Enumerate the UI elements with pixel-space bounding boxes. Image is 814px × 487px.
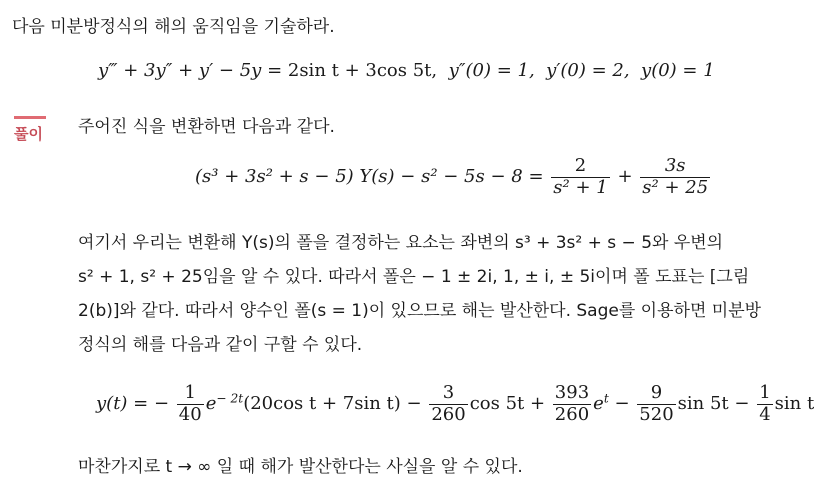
fraction-3-over-260 (429, 383, 467, 425)
exp-base: e (593, 393, 604, 415)
paragraph-line: s² + 1, s² + 25임을 알 수 있다. 따라서 폴은 − 1 ± 2i, 1, ± i, ± 5i이며 폴 도표는 [그림 (78, 267, 750, 287)
fraction-393-over-260 (553, 383, 591, 425)
paragraph-line: 여기서 우리는 변환해 Y(s)의 폴을 결정하는 요소는 좌변의 s³ + 3s² + s − 5와 우변의 (78, 233, 724, 253)
term-4: sin 5t − (677, 393, 750, 415)
fraction-denominator: s² + 25 (642, 176, 709, 198)
exp-base: e (205, 393, 217, 415)
fraction-numerator: 2 (551, 156, 609, 178)
initial-condition-2: y′(0) = 2, (546, 60, 630, 81)
fraction-3s-over-s2-plus-25 (640, 156, 710, 198)
fraction-denominator: 4 (759, 403, 771, 425)
paragraph-line: 정식의 해를 다음과 같이 구할 수 있다. (78, 335, 363, 355)
problem-statement: 다음 미분방정식의 해의 움직임을 기술하라. (12, 17, 335, 37)
fraction-2-over-s2-plus-1 (551, 156, 609, 198)
fraction-numerator: 1 (177, 383, 204, 405)
transformed-equation (195, 156, 712, 198)
analysis-paragraph (78, 226, 768, 362)
fraction-9-over-520 (637, 383, 675, 425)
solution-accent-bar (14, 116, 46, 119)
fraction-numerator: 9 (637, 383, 675, 405)
transformed-lhs: (s³ + 3s² + s − 5) Y(s) − s² − 5s − 8 = (195, 166, 544, 188)
fraction-denominator: 520 (639, 403, 674, 425)
ode-rhs: = 2sin t + 3cos 5t, (267, 60, 438, 81)
fraction-numerator: 3 (429, 383, 467, 405)
ode-lhs: y‴ + 3y″ + y′ − 5y (98, 60, 262, 81)
term-2: cos 5t + (469, 393, 546, 415)
paragraph-line: 2(b)]와 같다. 따라서 양수인 폴(s = 1)이 있으므로 해는 발산한다. Sage를 이용하면 미분방 (78, 301, 762, 321)
solution-marker (14, 116, 46, 144)
fraction-numerator: 3s (640, 156, 710, 178)
exp-power: − 2t (216, 391, 244, 406)
fraction-denominator: 40 (178, 403, 202, 425)
plus-sign: + (617, 166, 633, 188)
term-5: sin t (774, 393, 814, 415)
fraction-denominator: 260 (431, 403, 466, 425)
given-ode-equation (98, 60, 715, 81)
term-3-rest: − (614, 393, 630, 415)
fraction-denominator: s² + 1 (553, 176, 608, 198)
solution-intro: 주어진 식을 변환하면 다음과 같다. (78, 117, 335, 137)
fraction-1-over-4 (757, 383, 772, 425)
term-1-rest: (20cos t + 7sin t) − (243, 393, 422, 415)
conclusion: 마찬가지로 t → ∞ 일 때 해가 발산한다는 사실을 알 수 있다. (78, 457, 523, 477)
solution-label: 풀이 (14, 125, 43, 143)
fraction-1-over-40 (177, 383, 204, 425)
result-lhs: y(t) = − (96, 393, 170, 415)
fraction-numerator: 1 (759, 382, 771, 403)
exp-power: t (603, 391, 609, 406)
fraction-denominator: 260 (554, 403, 590, 425)
fraction-numerator: 393 (554, 382, 590, 403)
initial-condition-1: y″(0) = 1, (448, 60, 535, 81)
solution-equation (96, 383, 814, 425)
initial-condition-3: y(0) = 1 (641, 60, 715, 81)
